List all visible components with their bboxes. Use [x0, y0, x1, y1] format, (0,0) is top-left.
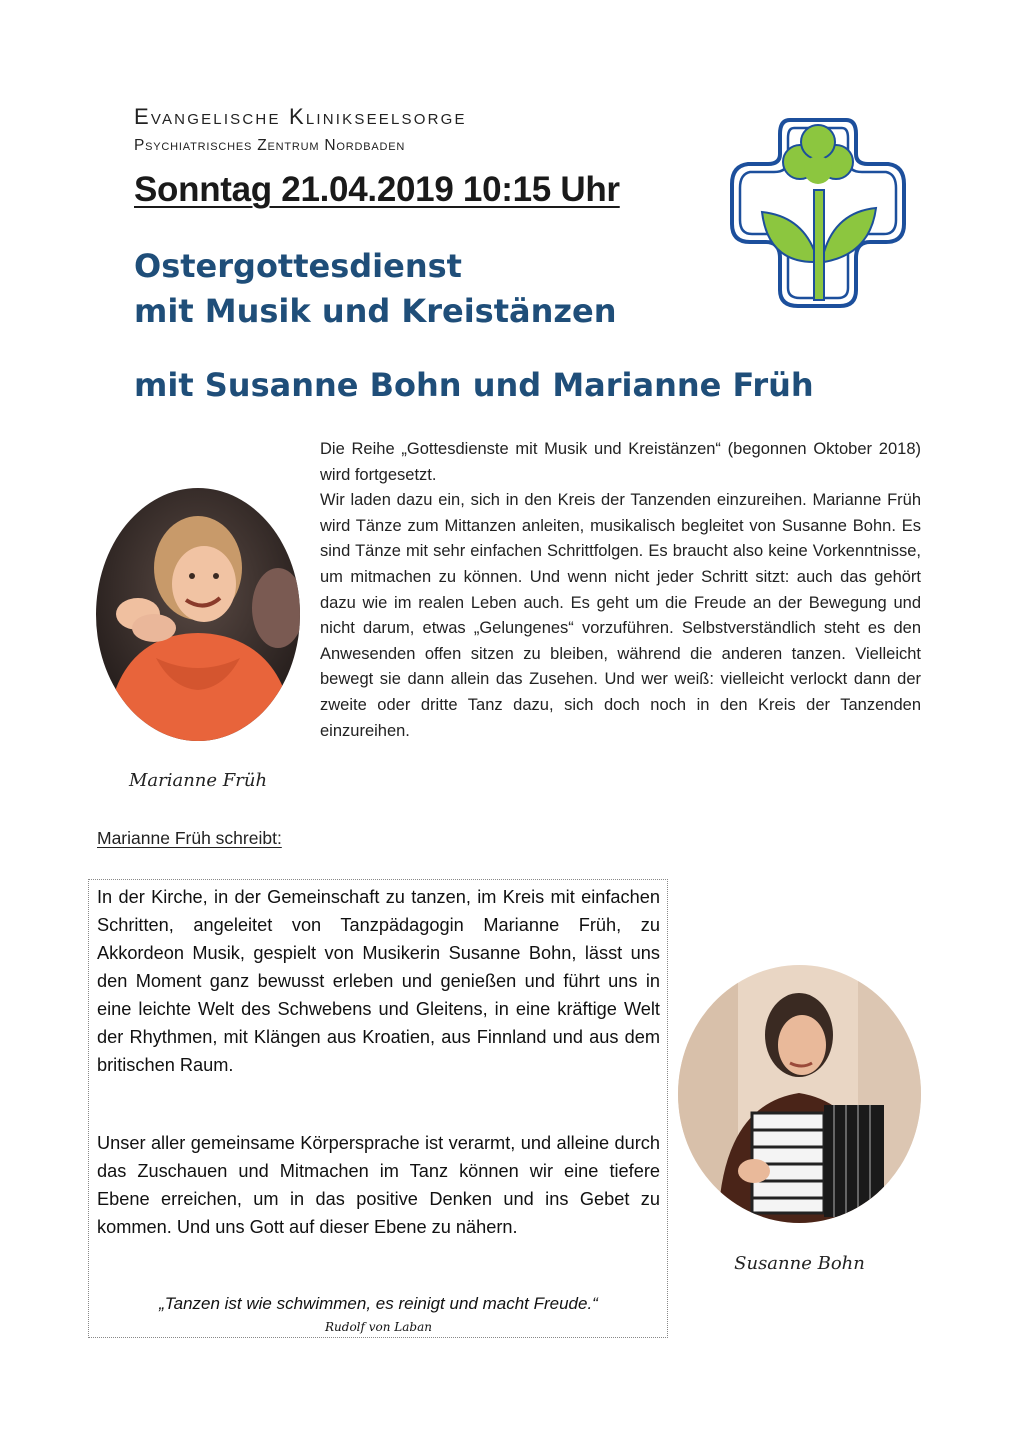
quote-box-paragraph-2: Unser aller gemeinsame Körpersprache ist verarmt, und alleine durch das Zuschauen und Mitmachen im Tanz können wir eine tiefere Ebene erreichen, um in das positive Denken und ins Gebet zu kommen. Und uns Gott auf dieser Ebene zu nähern.	[97, 1133, 660, 1237]
photo-caption-susanne: Susanne Bohn	[734, 1253, 865, 1274]
quote-author: Rudolf von Laban	[325, 1320, 432, 1334]
title-line-1: Ostergottesdienst	[134, 247, 462, 285]
photo-susanne-bohn	[678, 965, 921, 1223]
clover-leaf-top	[801, 125, 835, 159]
plant-stem	[814, 190, 824, 300]
quote-box-paragraph-1: In der Kirche, in der Gemeinschaft zu tanzen, im Kreis mit einfachen Schritten, angeleitet von Tanzpädagogin Marianne Früh, zu Akkordeon Musik, gespielt von Musikerin Susanne Bohn, lässt uns den Moment ganz bewusst erleben und genießen und führt uns in eine leichte Welt des Schwebens und Gleitens, in eine kräftige Welt der Rhythmen, mit Klängen aus Kroatien, aus Finnland und aus dem britischen Raum.	[97, 887, 660, 1075]
intro-paragraph-2: Wir laden dazu ein, sich in den Kreis der Tanzenden einzureihen. Marianne Früh wird Tänze zum Mittanzen anleiten, musikalisch begleitet von Susanne Bohn. Es sind Tänze mit sehr einfachen Schrittfolgen. Es braucht also keine Vorkenntnisse, um mitmachen zu können. Und wenn nicht jeder Schritt sitzt: auch das gehört dazu wie im realen Leben auch. Es geht um die Freude an der Bewegung und nicht darum, etwas „Gelungenes“ vorzuführen. Selbstverständlich steht es den Anwesenden offen sitzen zu bleiben, während die anderen tanzen. Vielleicht bewegt sie dann allein das Zusehen. Und wer weiß: vielleicht verlockt dann der zweite oder dritte Tanz dazu, sich doch noch in den Kreis der Tanzenden einzureihen.	[320, 491, 921, 740]
org-name: Evangelische Klinikseelsorge	[134, 104, 467, 129]
portrait-illustration	[96, 488, 300, 741]
intro-paragraph-1: Die Reihe „Gottesdienste mit Musik und Kreistänzen“ (begonnen Oktober 2018) wird fortgesetzt.	[320, 440, 921, 484]
clover-center	[804, 156, 832, 184]
quote-heading: Marianne Früh schreibt:	[97, 828, 282, 848]
org-subname: Psychiatrisches Zentrum Nordbaden	[134, 137, 406, 154]
plant-leaf-left	[762, 212, 814, 262]
laban-quote: „Tanzen ist wie schwimmen, es reinigt und macht Freude.“	[159, 1294, 598, 1313]
title-line-2: mit Musik und Kreistänzen	[134, 292, 617, 330]
event-date: Sonntag 21.04.2019 10:15 Uhr	[134, 170, 620, 209]
plant-leaf-right	[824, 208, 876, 262]
photo-caption-marianne: Marianne Früh	[128, 770, 268, 791]
intro-text	[320, 437, 921, 744]
church-cross-logo	[728, 112, 908, 312]
event-subtitle: mit Susanne Bohn und Marianne Früh	[134, 366, 814, 404]
portrait-illustration	[678, 965, 921, 1223]
photo-marianne-frueh	[96, 488, 300, 741]
